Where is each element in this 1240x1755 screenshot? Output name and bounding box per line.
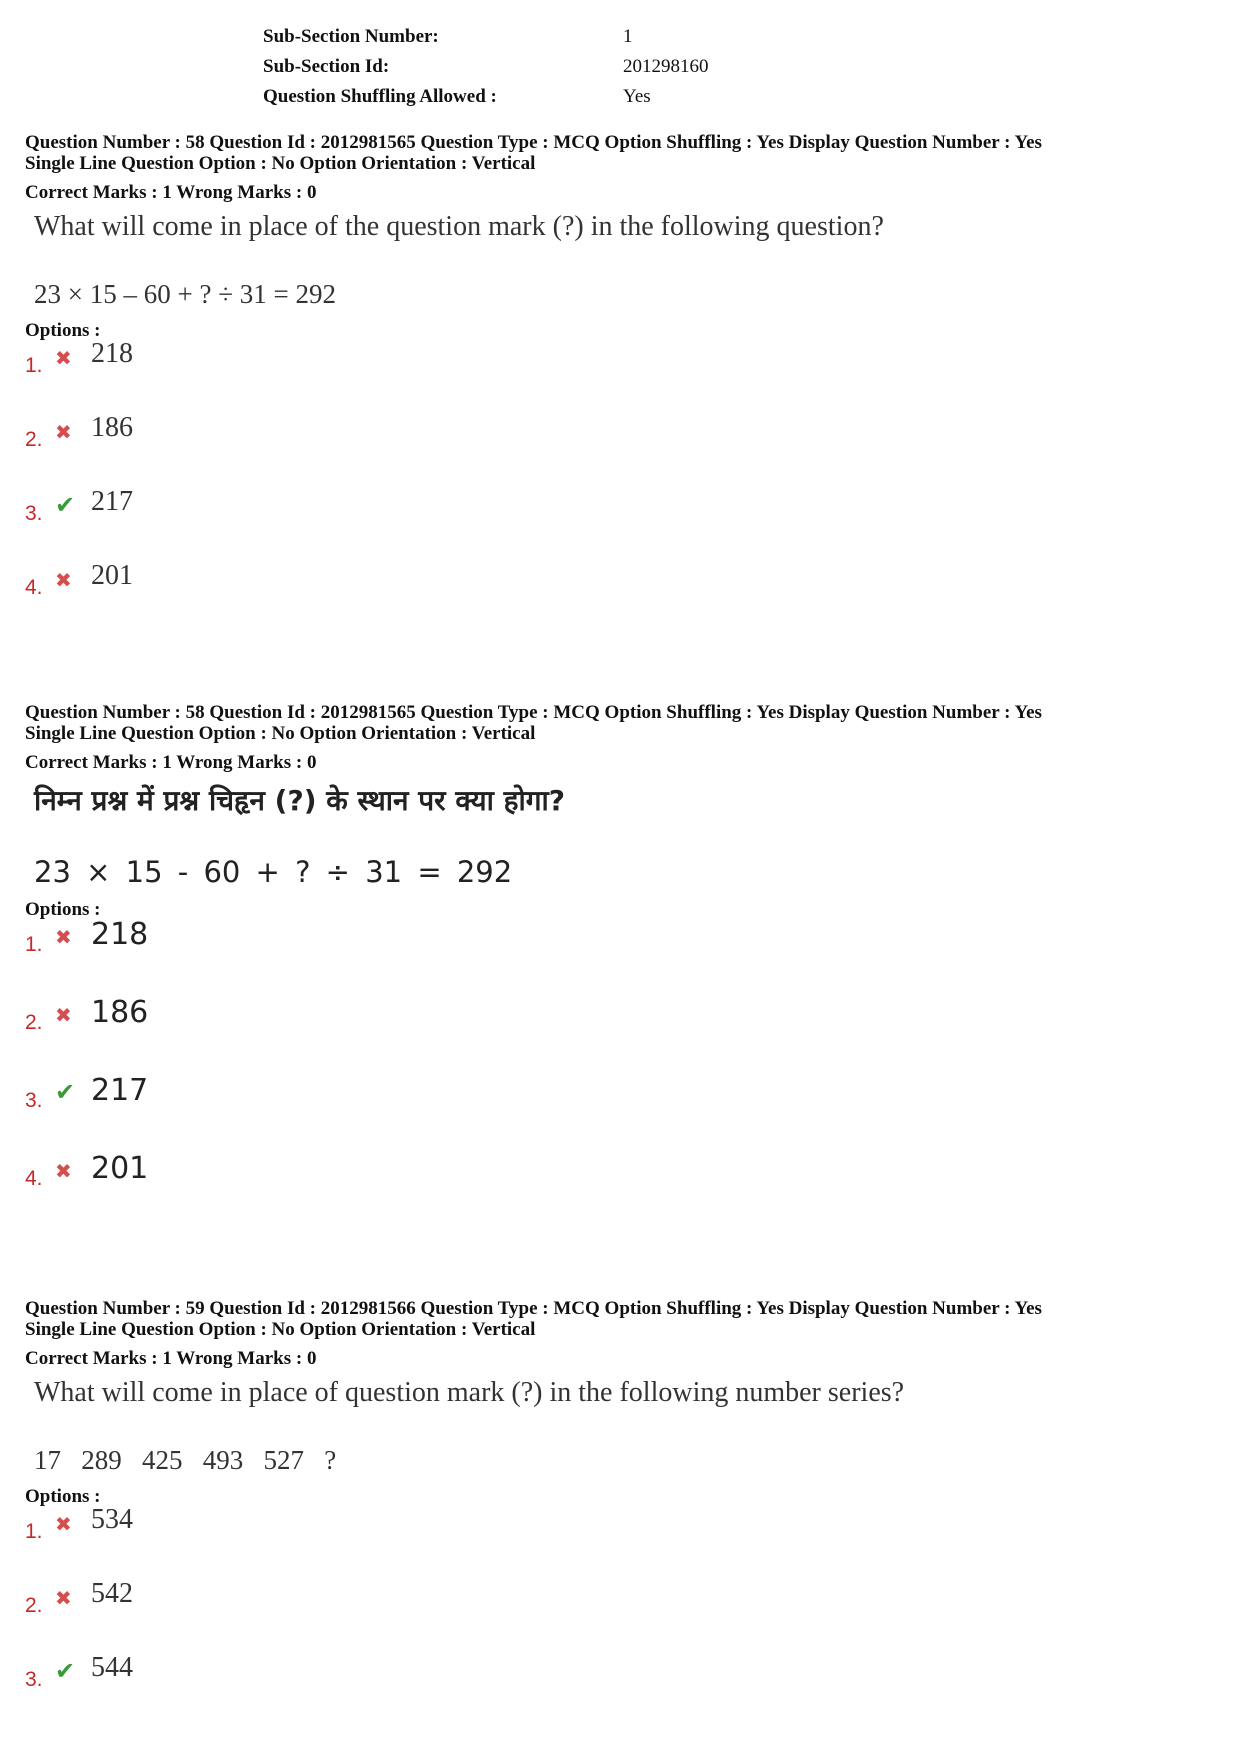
option-number: 4. (25, 576, 43, 599)
question-shuffling-value: Yes (623, 86, 651, 107)
option-number: 2. (25, 1594, 43, 1617)
question-marks: Correct Marks : 1 Wrong Marks : 0 (25, 1348, 317, 1369)
subsection-info (263, 22, 709, 112)
option-item (25, 1652, 1225, 1730)
question-meta (25, 132, 1225, 203)
option-value: 542 (91, 1578, 133, 1609)
option-item (25, 486, 1225, 564)
question-expression: 17 289 425 493 527 ? (34, 1445, 337, 1475)
cross-icon: ✖ (55, 925, 72, 949)
option-item (25, 412, 1225, 490)
option-value: 186 (91, 412, 133, 443)
cross-icon: ✖ (55, 346, 72, 370)
option-item (25, 1578, 1225, 1656)
option-number: 1. (25, 933, 43, 956)
subsection-number-row (263, 22, 709, 52)
option-number: 4. (25, 1167, 43, 1190)
question-meta (25, 702, 1225, 773)
option-value: 217 (91, 1073, 149, 1108)
cross-icon: ✖ (55, 1586, 72, 1610)
question-meta-line2: Single Line Question Option : No Option Orientation : Vertical (25, 153, 536, 174)
option-value: 218 (91, 338, 133, 369)
question-shuffling-label: Question Shuffling Allowed : (263, 86, 497, 107)
question-text: What will come in place of question mark (?) in the following number series? (34, 1377, 905, 1408)
option-item (25, 1151, 1225, 1233)
check-icon: ✔ (55, 491, 76, 519)
option-item (25, 917, 1225, 999)
option-number: 3. (25, 1089, 43, 1112)
option-number: 3. (25, 502, 43, 525)
option-value: 544 (91, 1652, 133, 1683)
question-block-58-hindi (25, 702, 1225, 1233)
subsection-id-row (263, 52, 709, 82)
question-expression: 23 × 15 - 60 + ? ÷ 31 = 292 (34, 855, 513, 889)
question-expression: 23 × 15 – 60 + ? ÷ 31 = 292 (34, 279, 336, 309)
option-value: 217 (91, 486, 133, 517)
subsection-number-value: 1 (623, 26, 633, 47)
option-value: 218 (91, 917, 149, 952)
options-label: Options : (25, 1486, 101, 1507)
cross-icon: ✖ (55, 568, 72, 592)
option-item (25, 560, 1225, 638)
option-item (25, 1504, 1225, 1582)
option-number: 2. (25, 428, 43, 451)
check-icon: ✔ (55, 1657, 76, 1685)
question-meta-line1: Question Number : 59 Question Id : 2012981566 Question Type : MCQ Option Shuffling : Yes Display Question Number : Yes (25, 1298, 1042, 1319)
question-meta-line2: Single Line Question Option : No Option Orientation : Vertical (25, 723, 536, 744)
option-number: 3. (25, 1668, 43, 1691)
cross-icon: ✖ (55, 420, 72, 444)
check-icon: ✔ (55, 1078, 76, 1106)
subsection-number-label: Sub-Section Number: (263, 26, 439, 47)
cross-icon: ✖ (55, 1512, 72, 1536)
subsection-id-value: 201298160 (623, 56, 709, 77)
option-value: 534 (91, 1504, 133, 1535)
question-marks: Correct Marks : 1 Wrong Marks : 0 (25, 182, 317, 203)
question-meta-line2: Single Line Question Option : No Option Orientation : Vertical (25, 1319, 536, 1340)
option-value: 201 (91, 1151, 149, 1186)
option-value: 186 (91, 995, 149, 1030)
option-number: 1. (25, 354, 43, 377)
cross-icon: ✖ (55, 1003, 72, 1027)
options-label: Options : (25, 899, 101, 920)
cross-icon: ✖ (55, 1159, 72, 1183)
question-meta-line1: Question Number : 58 Question Id : 2012981565 Question Type : MCQ Option Shuffling : Yes Display Question Number : Yes (25, 702, 1042, 723)
options-label: Options : (25, 320, 101, 341)
question-shuffling-row (263, 82, 709, 112)
option-number: 1. (25, 1520, 43, 1543)
option-item (25, 338, 1225, 416)
option-value: 201 (91, 560, 133, 591)
question-text: What will come in place of the question mark (?) in the following question? (34, 211, 884, 242)
subsection-id-label: Sub-Section Id: (263, 56, 390, 77)
question-block-59-english (25, 1298, 1225, 1730)
question-meta (25, 1298, 1225, 1369)
question-text: निम्न प्रश्न में प्रश्न चिहृन (?) के स्थान पर क्या होगा? (34, 784, 565, 817)
option-item (25, 995, 1225, 1077)
question-meta-line1: Question Number : 58 Question Id : 2012981565 Question Type : MCQ Option Shuffling : Yes Display Question Number : Yes (25, 132, 1042, 153)
option-item (25, 1073, 1225, 1155)
question-block-58-english (25, 132, 1225, 638)
option-number: 2. (25, 1011, 43, 1034)
question-marks: Correct Marks : 1 Wrong Marks : 0 (25, 752, 317, 773)
